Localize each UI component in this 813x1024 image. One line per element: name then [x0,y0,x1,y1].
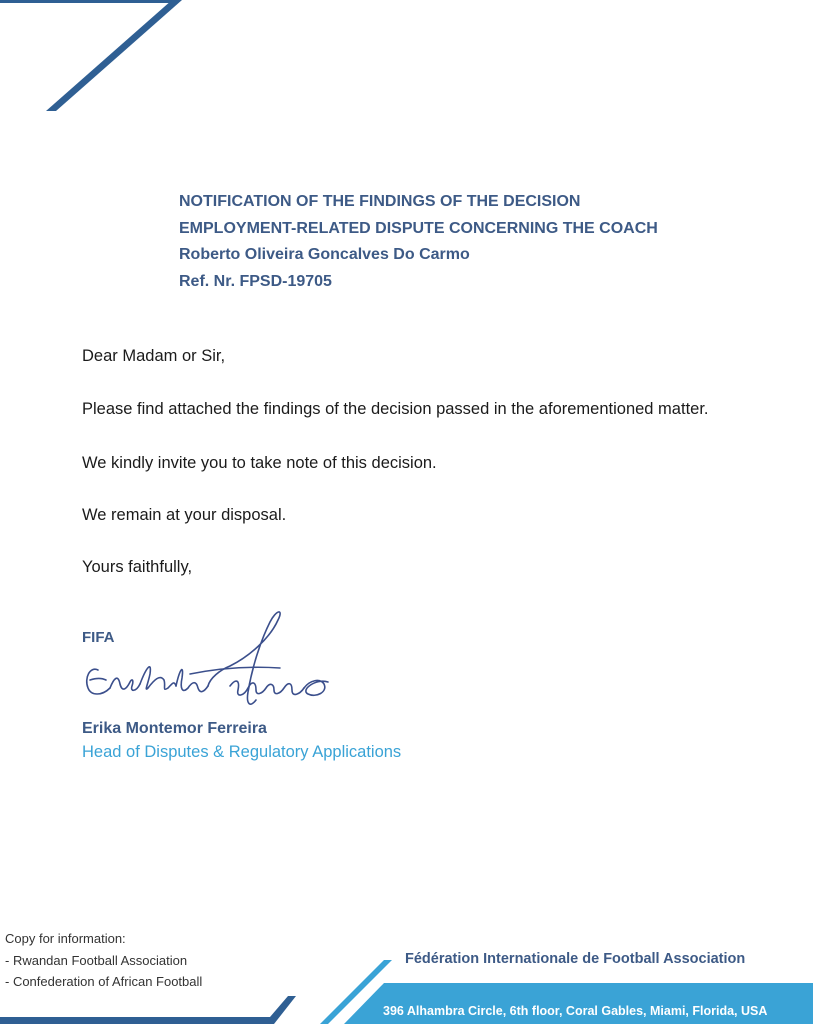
letter-paragraph-1: Please find attached the findings of the decision passed in the aforementioned matter. [82,400,709,418]
copy-recipient: - Rwandan Football Association [5,952,188,968]
signatory-title: Head of Disputes & Regulatory Applications [82,743,402,761]
signatory-name: Erika Montemor Ferreira [82,720,267,737]
heading-coach-name: Roberto Oliveira Goncalves Do Carmo [179,246,470,264]
notification-heading [179,189,658,296]
closing: Yours faithfully, [82,558,193,576]
top-corner-decoration [0,0,200,115]
federation-address: 396 Alhambra Circle, 6th floor, Coral Gables, Miami, Florida, USA [383,1004,768,1018]
letter-paragraph-3: We remain at your disposal. [82,506,287,524]
heading-line-1: NOTIFICATION OF THE FINDINGS OF THE DECISION [179,193,581,210]
heading-line-2: EMPLOYMENT-RELATED DISPUTE CONCERNING THE COACH [179,219,658,237]
handwritten-signature [80,608,335,728]
heading-reference: Ref. Nr. FPSD-19705 [179,273,332,291]
federation-name: Fédération Internationale de Football Association [405,951,746,967]
salutation: Dear Madam or Sir, [82,347,226,365]
signatory-organization: FIFA [82,629,115,646]
letter-paragraph-2: We kindly invite you to take note of this decision. [82,454,437,472]
copy-label: Copy for information: [5,931,126,946]
copy-recipient: - Confederation of African Football [5,974,203,989]
